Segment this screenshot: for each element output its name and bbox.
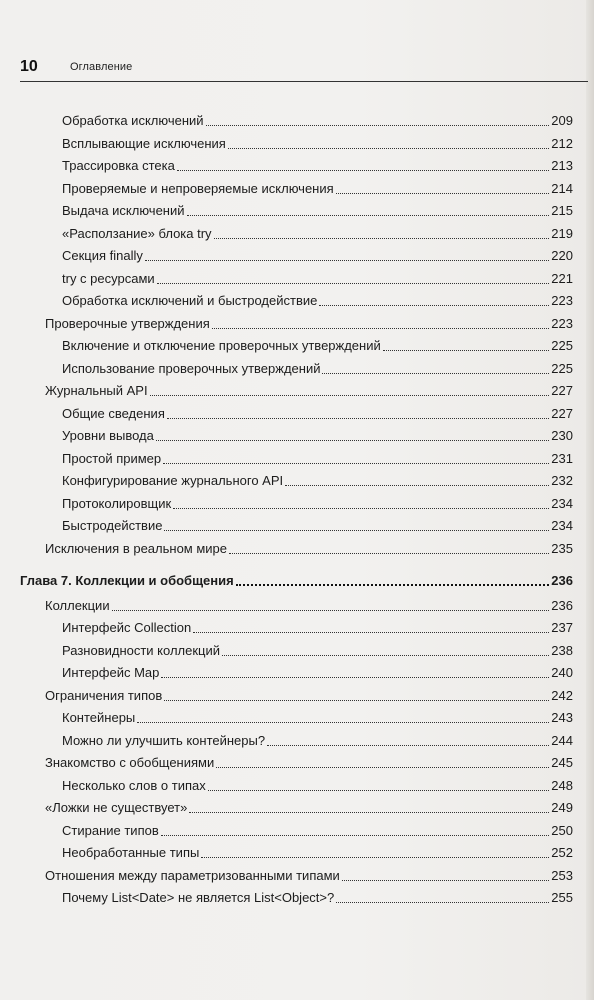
dot-leader (161, 825, 550, 836)
toc-entry-page: 235 (551, 540, 573, 556)
dot-leader (137, 712, 549, 723)
toc-entry (62, 135, 573, 153)
dot-leader (229, 543, 549, 554)
toc-entry-page: 214 (551, 180, 573, 196)
toc-entry (62, 247, 573, 265)
dot-leader (173, 498, 549, 509)
toc-entry-page: 250 (551, 822, 573, 838)
toc-entry-title: Почему List<Date> не является List<Object>? (62, 890, 335, 905)
toc-entry (62, 844, 573, 862)
dot-leader (208, 780, 550, 791)
toc-entry-title: «Ложки не существует» (45, 800, 188, 815)
toc-chapter (20, 572, 573, 590)
toc-entry (62, 777, 573, 795)
dot-leader (267, 735, 549, 746)
toc-entry-title: Проверяемые и непроверяемые исключения (62, 180, 334, 196)
toc-entry-title: Уровни вывода (62, 428, 154, 443)
toc-entry-title: Интерфейс Collection (62, 620, 192, 635)
toc-entry-page: 240 (551, 665, 573, 680)
page-header (20, 58, 588, 78)
toc-entry-page: 237 (551, 620, 573, 635)
dot-leader (383, 340, 550, 351)
dot-leader (236, 574, 550, 586)
toc-entry-page: 243 (551, 710, 573, 725)
dot-leader (201, 847, 549, 858)
toc-entry-page: 238 (551, 642, 573, 658)
dot-leader (150, 385, 550, 396)
running-title: Оглавление (70, 61, 133, 73)
toc-entry-title: Обработка исключений и быстродействие (62, 293, 318, 308)
toc-entry-title: Общие сведения (62, 405, 165, 421)
dot-leader (189, 802, 549, 813)
toc-entry (62, 427, 573, 445)
toc-entry-title: Коллекции (45, 597, 110, 613)
toc-entry (62, 225, 573, 243)
header-rule (20, 81, 588, 82)
dot-leader (228, 138, 549, 149)
toc-entry-page: 253 (551, 867, 573, 883)
toc-entry-page: 213 (551, 158, 573, 173)
toc-entry-page: 212 (551, 135, 573, 151)
toc-entry-page: 236 (551, 597, 573, 613)
toc-entry (62, 360, 573, 378)
dot-leader (157, 273, 550, 284)
toc-entry (62, 450, 573, 468)
dot-leader (222, 645, 549, 656)
toc-entry (62, 202, 573, 220)
toc-entry (62, 292, 573, 310)
toc-entry-title: Включение и отключение проверочных утверждений (62, 338, 381, 353)
toc-entry-page: 223 (551, 293, 573, 308)
toc-entry-page: 219 (551, 225, 573, 241)
toc-entry (62, 270, 573, 288)
page-edge (586, 0, 594, 1000)
toc-entry-page: 255 (551, 890, 573, 905)
dot-leader (161, 667, 549, 678)
toc-entry-page: 242 (551, 687, 573, 703)
dot-leader (193, 622, 549, 633)
dot-leader (163, 453, 549, 464)
toc-entry (62, 337, 573, 355)
toc-entry (45, 799, 573, 817)
page-number: 10 (20, 58, 38, 75)
toc-entry-page: 234 (551, 518, 573, 533)
toc-entry (62, 495, 573, 513)
toc-entry (62, 619, 573, 637)
toc-entry-page: 248 (551, 777, 573, 793)
toc-entry-page: 244 (551, 732, 573, 748)
toc-entry-title: Трассировка стека (62, 158, 175, 173)
dot-leader (164, 690, 549, 701)
toc-entry (62, 157, 573, 175)
toc-entry-page: 236 (551, 573, 573, 588)
toc-entry-page: 252 (551, 845, 573, 860)
toc-entry-title: Простой пример (62, 450, 162, 466)
toc-entry-title: Журнальный API (45, 383, 148, 398)
dot-leader (145, 250, 549, 261)
toc-entry-title: Знакомство с обобщениями (45, 755, 215, 770)
dot-leader (112, 600, 550, 611)
toc-entry (62, 180, 573, 198)
dot-leader (187, 205, 550, 216)
toc-entry (62, 642, 573, 660)
toc-entry-page: 225 (551, 338, 573, 353)
toc-entry-page: 221 (551, 270, 573, 286)
dot-leader (285, 475, 549, 486)
toc-entry-title: Использование проверочных утверждений (62, 360, 321, 376)
toc-entry-title: Контейнеры (62, 710, 136, 725)
toc-entry-title: Конфигурирование журнального API (62, 473, 284, 488)
toc-entry-page: 230 (551, 428, 573, 443)
toc-entry-title: Разновидности коллекций (62, 642, 221, 658)
toc-entry-page: 209 (551, 113, 573, 128)
toc-entry-title: Интерфейс Map (62, 665, 160, 680)
toc-entry-title: Всплывающие исключения (62, 135, 226, 151)
dot-leader (177, 160, 549, 171)
dot-leader (214, 228, 550, 239)
dot-leader (156, 430, 549, 441)
toc-entry (45, 687, 573, 705)
dot-leader (319, 295, 549, 306)
toc-entry (62, 889, 573, 907)
toc-entry (45, 315, 573, 333)
toc-entry-page: 232 (551, 473, 573, 488)
toc-entry (45, 597, 573, 615)
toc-entry (45, 754, 573, 772)
toc-entry-title: Исключения в реальном мире (45, 540, 228, 556)
dot-leader (342, 870, 550, 881)
toc-entry-page: 225 (551, 360, 573, 376)
toc-entry-title: Секция finally (62, 248, 143, 263)
toc-entry-page: 234 (551, 495, 573, 511)
toc-entry (62, 732, 573, 750)
dot-leader (167, 408, 549, 419)
toc-entry-page: 220 (551, 248, 573, 263)
toc-entry (62, 709, 573, 727)
toc-entry-title: Протоколировщик (62, 495, 172, 511)
dot-leader (212, 318, 550, 329)
toc-entry-page: 245 (551, 755, 573, 770)
toc-entry (62, 472, 573, 490)
toc-entry (45, 867, 573, 885)
dot-leader (336, 892, 549, 903)
toc-entry-title: Можно ли улучшить контейнеры? (62, 732, 266, 748)
toc-entry-title: try с ресурсами (62, 270, 155, 286)
toc-entry-title: Несколько слов о типах (62, 777, 206, 793)
toc-entry (62, 822, 573, 840)
dot-leader (216, 757, 549, 768)
toc-entry (45, 540, 573, 558)
toc-entry-page: 227 (551, 405, 573, 421)
toc-entry-title: Ограничения типов (45, 687, 163, 703)
toc-entry-page: 231 (551, 450, 573, 466)
toc-entry-title: Выдача исключений (62, 203, 185, 218)
toc-entry-page: 215 (551, 203, 573, 218)
toc-entry-page: 223 (551, 315, 573, 331)
toc-entry-title: Отношения между параметризованными типами (45, 867, 340, 883)
toc-entry-title: Стирание типов (62, 822, 159, 838)
toc-entry (45, 382, 573, 400)
toc-entry-title: Необработанные типы (62, 845, 200, 860)
toc-entry (62, 517, 573, 535)
toc-entry-title: Обработка исключений (62, 113, 204, 128)
dot-leader (206, 115, 550, 126)
toc-entry-title: «Расползание» блока try (62, 225, 212, 241)
toc-entry (62, 112, 573, 130)
dot-leader (336, 183, 550, 194)
toc-entry (62, 405, 573, 423)
toc-entry-page: 249 (551, 800, 573, 815)
toc-entry (62, 664, 573, 682)
toc-entry-title: Глава 7. Коллекции и обобщения (20, 573, 234, 588)
dot-leader (322, 363, 549, 374)
dot-leader (164, 520, 549, 531)
toc-entry-title: Проверочные утверждения (45, 315, 210, 331)
toc-entry-page: 227 (551, 383, 573, 398)
toc-entry-title: Быстродействие (62, 518, 163, 533)
